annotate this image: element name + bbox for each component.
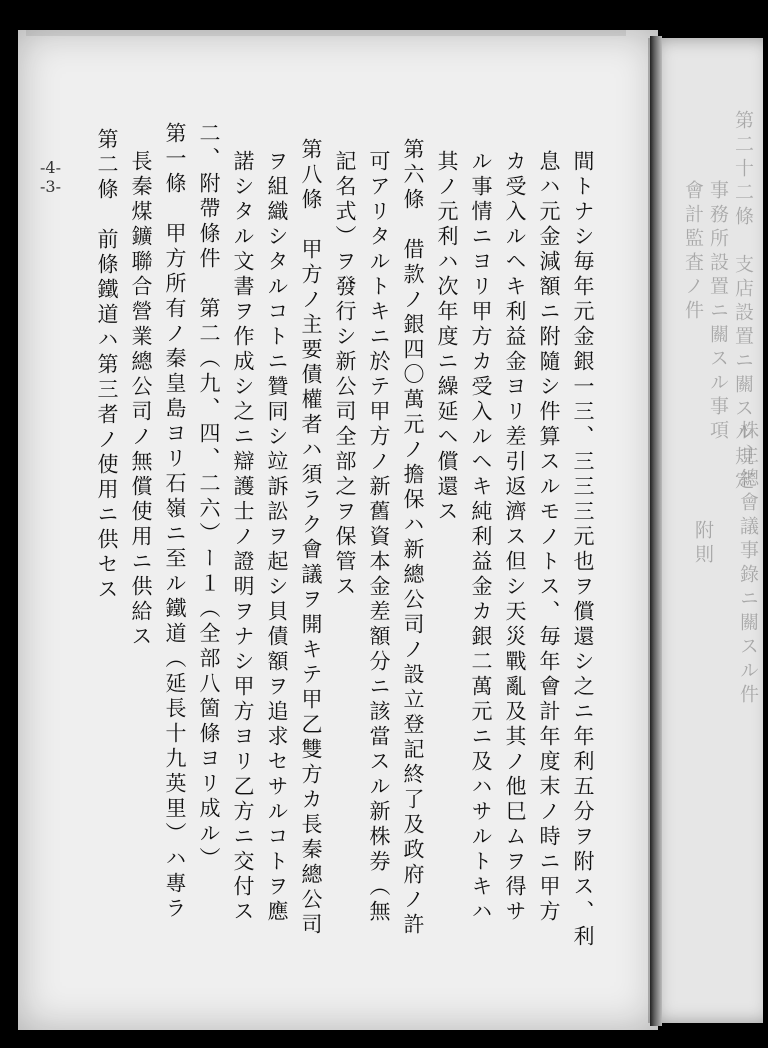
- text-column: 長秦煤鑛聯合營業總公司ノ無償使用ニ供給ス: [129, 150, 153, 650]
- text-column: 其ノ元利ハ次年度ニ繰延ヘ償還ス: [435, 150, 459, 525]
- scan-noise: [26, 30, 626, 36]
- text-column: 記名式）ヲ發行シ新公司全部之ヲ保管ス: [333, 150, 357, 600]
- text-column: 第六條 借款ノ銀四〇萬元ノ擔保ハ新總公司ノ設立登記終了及政府ノ許: [401, 138, 425, 938]
- text-column: ヲ組織シタルコトニ贊同シ竝訴訟ヲ起シ貝債額ヲ追求セサルコトヲ應: [265, 150, 289, 925]
- bleed-column: 株主總會議事錄ニ關スル件: [737, 420, 759, 708]
- text-column: 第一條 甲方所有ノ秦皇島ヨリ石嶺ニ至ル鐵道（延長十九英里）ハ專ラ: [163, 122, 187, 922]
- text-column: 二、附帶條件 第二（九、四、二六）ー１（全部八箇條ヨリ成ル）: [197, 122, 221, 872]
- text-column: カ受入ルヘキ利益金ヨリ差引返濟ス但シ天災戰亂及其ノ他巳ムヲ得サ: [503, 150, 527, 925]
- text-column: ル事情ニヨリ甲方カ受入ルヘキ純利益金カ銀二萬元ニ及ハサルトキハ: [469, 150, 493, 925]
- bleed-column: 附則: [692, 520, 714, 568]
- text-column: 間トナシ毎年元金銀一三、三三三元也ヲ償還シ之ニ年利五分ヲ附ス、利: [571, 150, 595, 950]
- text-column: 第二條 前條鐵道ハ第三者ノ使用ニ供セス: [95, 128, 119, 603]
- bleed-column: 第二十二條 支店設置ニ關スル規定: [732, 110, 754, 494]
- bleed-column: 會計監査ノ件: [682, 180, 704, 324]
- bleed-column: 事務所設置ニ關スル事項: [707, 180, 729, 444]
- text-column: 息ハ元金減額ニ附隨シ件算スルモノトス、毎年會計年度末ノ時ニ甲方: [537, 150, 561, 925]
- text-column: 諾シタル文書ヲ作成シ之ニ辯護士ノ證明ヲナシ甲方ヨリ乙方ニ交付ス: [231, 150, 255, 925]
- page-number: -4- -3-: [40, 158, 61, 197]
- text-column: 第八條 甲方ノ主要債權者ハ須ラク會議ヲ開キテ甲乙雙方カ長秦總公司: [299, 138, 323, 938]
- text-column: 可アリタルトキニ於テ甲方ノ新舊資本金差額分ニ該當スル新株券（無: [367, 150, 391, 925]
- book-spine: [650, 36, 662, 1026]
